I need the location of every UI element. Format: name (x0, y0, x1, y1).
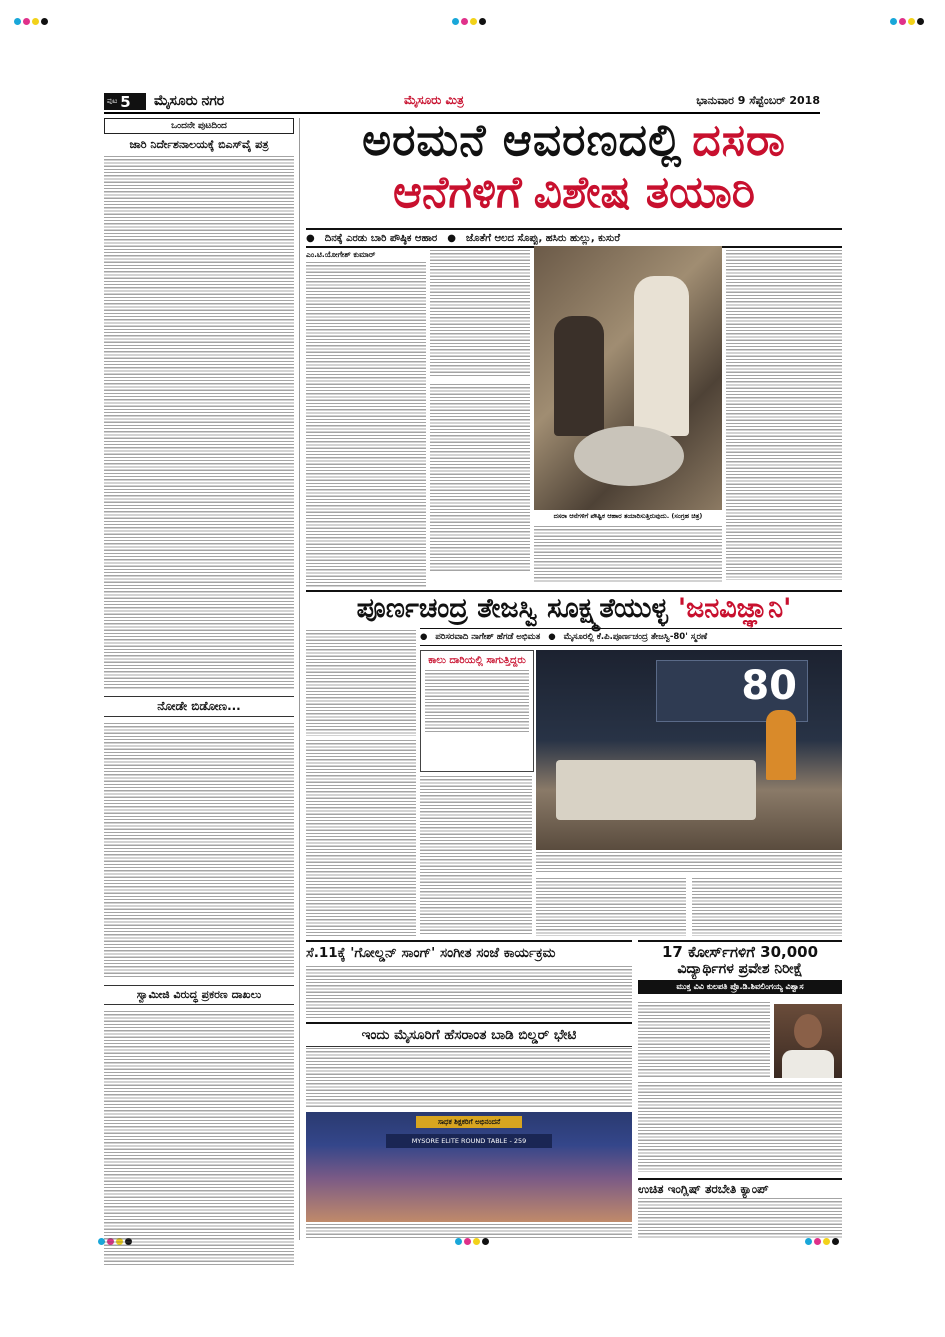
golden-song-body (306, 966, 632, 1018)
bullet-icon: ● (447, 232, 456, 244)
second-headline-part-b: 'ಜನವಿಜ್ಞಾನಿ' (677, 593, 792, 624)
event-banner: MYSORE ELITE ROUND TABLE - 259 (386, 1134, 552, 1148)
story-body-nodebidona (104, 723, 294, 979)
second-body-col4 (692, 878, 842, 936)
course-body-top (638, 1002, 770, 1078)
photo-speaker (766, 710, 796, 780)
lead-body-col4 (726, 250, 842, 580)
page-label: ಪುಟ (107, 97, 118, 105)
golden-song-headline: ಸೆ.11ಕ್ಕೆ 'ಗೋಲ್ಡನ್ ಸಾಂಗ್' ಸಂಗೀತ ಸಂಜೆ ಕಾರ್ಯಕ್ರಮ (306, 940, 632, 964)
portrait-face (794, 1014, 822, 1048)
photo-dais (556, 760, 756, 820)
photo-figure-right (634, 276, 689, 436)
lead-headline-part-a: ಅರಮನೆ ಆವರಣದಲ್ಲಿ (362, 115, 683, 166)
lead-headline-part-d: ವಿಶೇಷ ತಯಾರಿ (533, 167, 755, 218)
registration-marks-bottom-right (805, 1238, 839, 1245)
issue-date: ಭಾನುವಾರ 9 ಸೆಪ್ಟೆಂಬರ್ 2018 (696, 94, 820, 107)
registration-marks-top-right (890, 18, 924, 25)
lead-story-col2 (430, 250, 530, 572)
second-subhead-bar (420, 628, 842, 646)
quote-box-text (425, 670, 529, 734)
lead-headline-line2 (306, 166, 842, 220)
section-title: ಮೈಸೂರು ನಗರ (154, 92, 225, 108)
left-column (104, 118, 294, 1240)
lead-headline-line1 (306, 116, 842, 166)
continued-kicker: ಒಂದನೇ ಪುಟದಿಂದ (104, 118, 294, 134)
story-body-swamiji (104, 1011, 294, 1266)
lead-story-col1 (306, 250, 426, 588)
lead-body-col2 (430, 384, 530, 572)
quote-box-headline: ಕಾಲು ದಾರಿಯಲ್ಲಿ ಸಾಗುತ್ತಿದ್ದರು (428, 655, 526, 666)
lead-body-col1 (306, 262, 426, 588)
registration-marks-bottom-center (455, 1238, 489, 1245)
bullet-icon: ● (306, 232, 315, 244)
page-header (104, 90, 820, 114)
photo-figure-left (554, 316, 604, 436)
course-headline-2: ವಿದ್ಯಾರ್ಥಿಗಳ ಪ್ರವೇಶ ನಿರೀಕ್ಷೆ (677, 961, 803, 977)
portrait-shirt (782, 1050, 834, 1078)
page-number-box (104, 93, 146, 110)
second-body-col1a (306, 630, 416, 736)
bullet-icon: ● (420, 632, 428, 642)
course-tagline: ಮುಕ್ತ ವಿವಿ ಕುಲಪತಿ ಪ್ರೊ.ಡಿ.ಶಿವಲಿಂಗಯ್ಯ ವಿಶ್ವಾಸ (638, 980, 842, 994)
story-headline-ed-letter: ಜಾರಿ ನಿರ್ದೇಶನಾಲಯಕ್ಕೆ ಬಿಎಸ್‌ವೈ ಪತ್ರ (129, 138, 269, 151)
lead-byline: ಎಂ.ಟಿ.ಯೋಗೇಶ್ ಕುಮಾರ್ (306, 250, 376, 259)
registration-marks-top-center (452, 18, 486, 25)
second-body-col1b (306, 740, 416, 936)
registration-marks-top-left (14, 18, 48, 25)
lead-headline-part-c: ಆನೆಗಳಿಗೆ (393, 167, 522, 218)
newspaper-name: ಮೈಸೂರು ಮಿತ್ರ (404, 93, 464, 107)
elephant-food-photo (534, 246, 722, 510)
second-headline (306, 590, 842, 626)
second-subhead-1: ಪರಿಸರವಾದಿ ನಾಗೇಶ್ ಹೆಗಡೆ ಅಭಿಮತ (435, 632, 541, 642)
box-headline-nodebidona: ನೋಡೇ ಬಿಡೋಣ... (104, 696, 294, 717)
second-headline-part-a: ಪೂರ್ಣಚಂದ್ರ ತೇಜಸ್ವಿ ಸೂಕ್ಷ್ಮತೆಯುಳ್ಳ (356, 593, 668, 624)
lead-caption-text (534, 526, 722, 582)
stage-banner-number: 80 (741, 663, 797, 709)
english-camp-body (638, 1198, 842, 1238)
bullet-icon: ● (548, 632, 556, 642)
english-camp-headline: ಉಚಿತ ಇಂಗ್ಲಿಷ್ ತರಬೇತಿ ಕ್ಯಾಂಪ್ (638, 1178, 842, 1198)
course-headline-1: 17 ಕೋರ್ಸ್‌ಗಳಿಗೆ 30,000 (638, 940, 842, 961)
lead-photo-caption: ದಸರಾ ಆನೆಗಳಿಗೆ ಪೌಷ್ಟಿಕ ಆಹಾರ ತಯಾರಿಸುತ್ತಿರುವುದು. (ಸಂಗ್ರಹ ಚಿತ್ರ) (553, 512, 703, 520)
vice-chancellor-portrait (774, 1004, 842, 1078)
teachers-felicitation-photo (306, 1112, 632, 1222)
lead-headline-block (306, 116, 842, 226)
tejasvi-event-photo (536, 650, 842, 850)
second-subhead-2: ಮೈಸೂರಲ್ಲಿ ಕೆ.ಪಿ.ಪೂರ್ಣಚಂದ್ರ ತೇಜಸ್ವಿ-80' ಸ್ಮರಣೆ (563, 632, 708, 642)
story-headline-swamiji: ಸ್ವಾಮೀಜಿ ವಿರುದ್ಧ ಪ್ರಕರಣ ದಾಖಲು (104, 985, 294, 1005)
lead-highlight-box (430, 250, 530, 378)
photo-tag: ಸಾಧಕ ಶಿಕ್ಷಕರಿಗೆ ಅಭಿನಂದನೆ (416, 1116, 522, 1128)
course-body-bottom (638, 1082, 842, 1172)
lead-subhead-1: ದಿನಕ್ಕೆ ಎರಡು ಬಾರಿ ಪೌಷ್ಠಿಕ ಆಹಾರ (324, 232, 438, 244)
second-photo-caption (536, 852, 842, 872)
teachers-photo-caption (306, 1224, 632, 1238)
body-builder-headline: ಇಂದು ಮೈಸೂರಿಗೆ ಹೆಸರಾಂತ ಬಾಡಿ ಬಿಲ್ಡರ್ ಭೇಟಿ (306, 1022, 632, 1047)
page-number: 5 (120, 92, 131, 111)
second-body-col2 (420, 776, 532, 936)
column-divider-left (299, 118, 300, 1240)
lead-subhead-2: ಜೊತೆಗೆ ಆಲದ ಸೊಪ್ಪು, ಹಸಿರು ಹುಲ್ಲು, ಕುಸುರೆ (465, 232, 621, 244)
body-builder-body (306, 1048, 632, 1108)
course-story (638, 940, 842, 994)
photo-cooking-vessel (574, 426, 684, 486)
quote-box (420, 650, 534, 772)
lead-headline-part-b: ದಸರಾ (692, 115, 786, 166)
story-body-ed-letter (104, 156, 294, 690)
lead-subhead-bar (306, 228, 842, 248)
second-body-col3 (536, 878, 686, 936)
